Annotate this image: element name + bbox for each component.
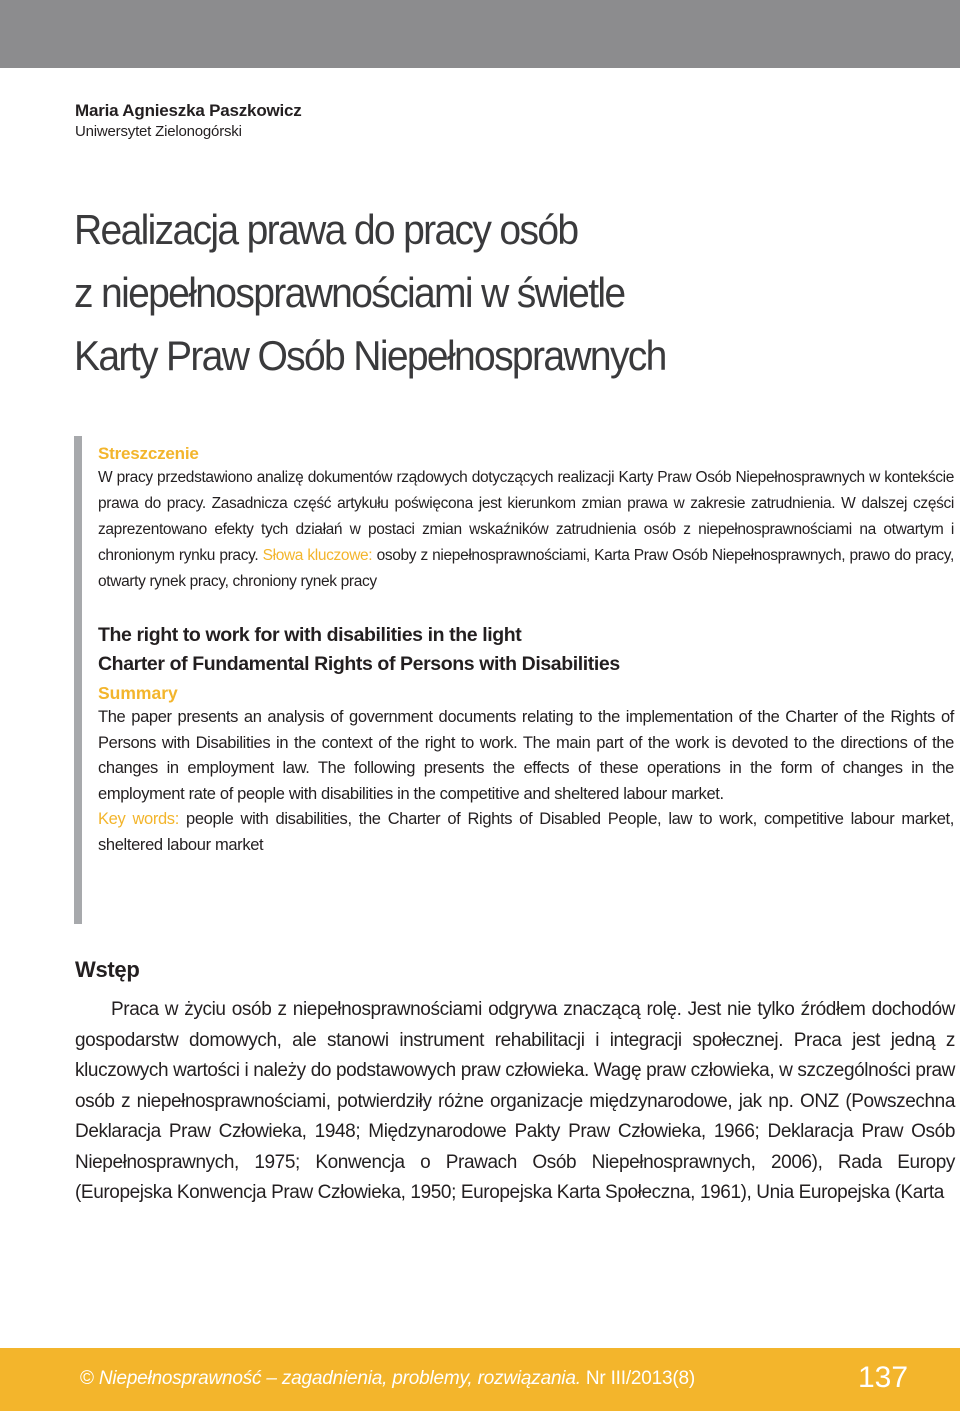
english-title-line: The right to work for with disabilities in the light — [98, 624, 522, 646]
intro-paragraph: Praca w życiu osób z niepełnosprawnościami odgrywa znaczącą rolę. Jest nie tylko źródłem dochodów gospodarstw domowych, ale stanowi instrument rehabilitacji i integracji społecznej. Praca jest jedną z kluczowych wartości i należy do podstawowych praw człowieka. Wagę praw człowieka, w szczególności praw osób z niepełnosprawnościami, potwierdziły różne organizacje międzynarodowe, jak np. ONZ (Powszechna Deklaracja Praw Człowieka, 1948; Międzynarodowe Pakty Praw Człowieka, 1966; Deklaracja Praw Osób Niepełnosprawnych, 1975; Konwencja o Prawach Osób Niepełnosprawnych, 2006), Rada Europy (Europejska Konwencja Praw Człowieka, 1950; Europejska Karta Społeczna, 1961), Unia Europejska (Karta — [75, 999, 955, 1203]
summary-label: Summary — [98, 683, 178, 703]
abstract-pl-body: W pracy przedstawiono analizę dokumentów rządowych dotyczących realizacji Karty Praw Osób Niepełnosprawnych w kontekście prawa do pracy. Zasadnicza część artykułu poświęcona jest kierunkom zmian prawa w zakresie zatrudnienia. W dalszej części zaprezentowano efekty tych działań w postaci zmian wskaźników zatrudnienia osób z niepełnosprawnościami na otwartym i chronionym rynku pracy. — [98, 469, 954, 564]
title-line: z niepełnosprawnościami w świetle — [74, 269, 625, 316]
journal-name: Niepełnosprawność – zagadnienia, problemy, rozwiązania. — [98, 1368, 581, 1389]
section-heading-intro: Wstęp — [75, 957, 140, 982]
author-affiliation: Uniwersytet Zielonogórski — [75, 123, 242, 140]
keywords-pl: osoby z niepełnosprawnościami, Karta Praw Osób Niepełnosprawnych, prawo do pracy, otwarty rynek pracy, chroniony rynek pracy — [98, 547, 954, 590]
copyright-icon: © — [80, 1368, 94, 1389]
keywords-en: people with disabilities, the Charter of Rights of Disabled People, law to work, competitive labour market, sheltered labour market — [98, 810, 954, 854]
abstract-pl-text — [98, 465, 954, 595]
page-number: 137 — [858, 1361, 909, 1394]
english-title-line: Charter of Fundamental Rights of Persons with Disabilities — [98, 653, 620, 675]
keywords-en-label: Key words: — [98, 810, 179, 828]
abstract-pl-label: Streszczenie — [98, 444, 199, 463]
footer-journal-info — [80, 1366, 695, 1392]
author-name: Maria Agnieszka Paszkowicz — [75, 101, 302, 120]
title-line: Realizacja prawa do pracy osób — [74, 206, 578, 253]
article-title — [74, 198, 874, 387]
keywords-pl-label: Słowa kluczowe: — [262, 547, 373, 564]
author-block — [75, 100, 302, 142]
title-line: Karty Praw Osób Niepełnosprawnych — [74, 332, 666, 379]
issue-number: Nr III/2013(8) — [585, 1368, 696, 1389]
english-title — [98, 621, 954, 679]
summary-text — [98, 705, 954, 858]
header-band — [0, 0, 960, 68]
abstract-section — [98, 443, 954, 858]
abstract-side-bar — [74, 436, 82, 924]
summary-body: The paper presents an analysis of government documents relating to the implementation of the Charter of the Rights of Persons with Disabilities in the context of the right to work. The main part of the work is devoted to the directions of the changes in employment law. The following presents the effects of these operations in the form of changes in the employment rate of people with disabilities in the competitive and sheltered labour market. — [98, 708, 954, 803]
